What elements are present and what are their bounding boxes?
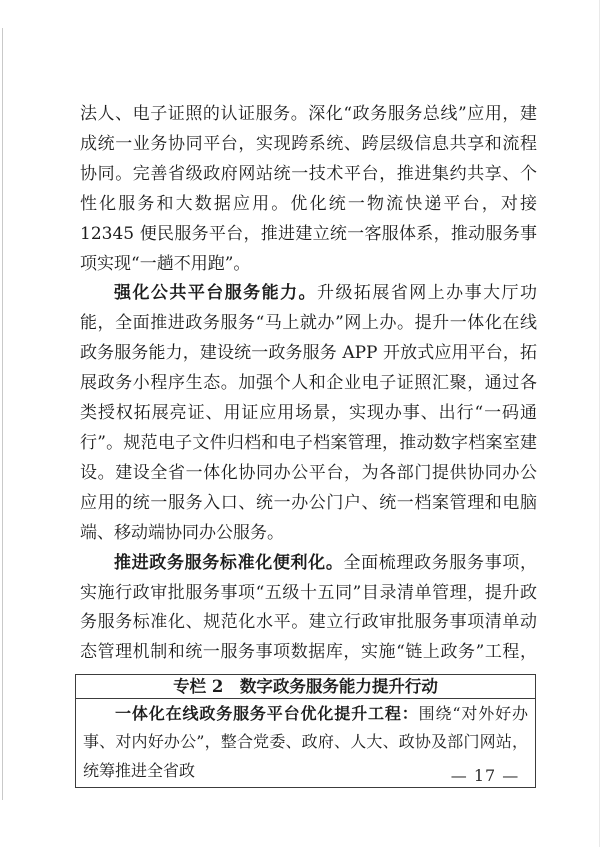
paragraph-text: 法人、电子证照的认证服务。深化“政务服务总线”应用，建成统一业务协同平台，实现跨系统、跨层级信息共享和流程协同。完善省级政府网站统一技术平台，推进集约共享、个性化服务和大数据应用。优化统一物流快递平台，对接 12345 便民服务平台，推进建立统一客服体系，推动服务事项实现“一趟不用跑”。	[80, 104, 537, 274]
paragraph-text: 全面梳理政务服务事项，实施行政审批服务事项“五级十五同”目录清单管理，提升政务服务标准化、规范化水平。建立行政审批服务事项清单动态管理机制和统一服务事项数据库，实施“链上政务”工程，	[80, 552, 537, 663]
document-body-text	[80, 100, 537, 672]
paragraph-lead: 强化公共平台服务能力。	[114, 283, 317, 304]
special-column-title: 专栏 2 数字政务服务能力提升行动	[76, 675, 535, 699]
paragraph-lead: 推进政务服务标准化便利化。	[114, 552, 344, 573]
special-column-body-text: 围绕“对外好办事、对内好办公”，整合党委、政府、人大、政协及部门网站，统筹推进全省政	[83, 704, 528, 780]
paragraph-standardization	[80, 549, 537, 672]
paragraph-text: 升级拓展省网上办事大厅功能，全面推进政务服务“马上就办”网上办。提升一体化在线政务服务能力，建设统一政务服务 APP 开放式应用平台，拓展政务小程序生态。加强个人和企业电子证照汇聚，通过各类授权拓展亮证、用证应用场景，实现办事、出行“一码通行”。规范电子文件归档和电子档案管理，推动数字档案室建设。建设全省一体化协同办公平台，为各部门提供协同办公应用的统一服务入口、统一办公门户、统一档案管理和电脑端、移动端协同办公服务。	[80, 283, 537, 543]
paragraph-continued	[80, 100, 537, 279]
scan-edge-artifact-line	[2, 28, 3, 800]
page-number: — 17 —	[450, 766, 520, 785]
special-column-body-lead: 一体化在线政务服务平台优化提升工程：	[115, 704, 419, 723]
paragraph-strengthen-platform	[80, 279, 537, 548]
